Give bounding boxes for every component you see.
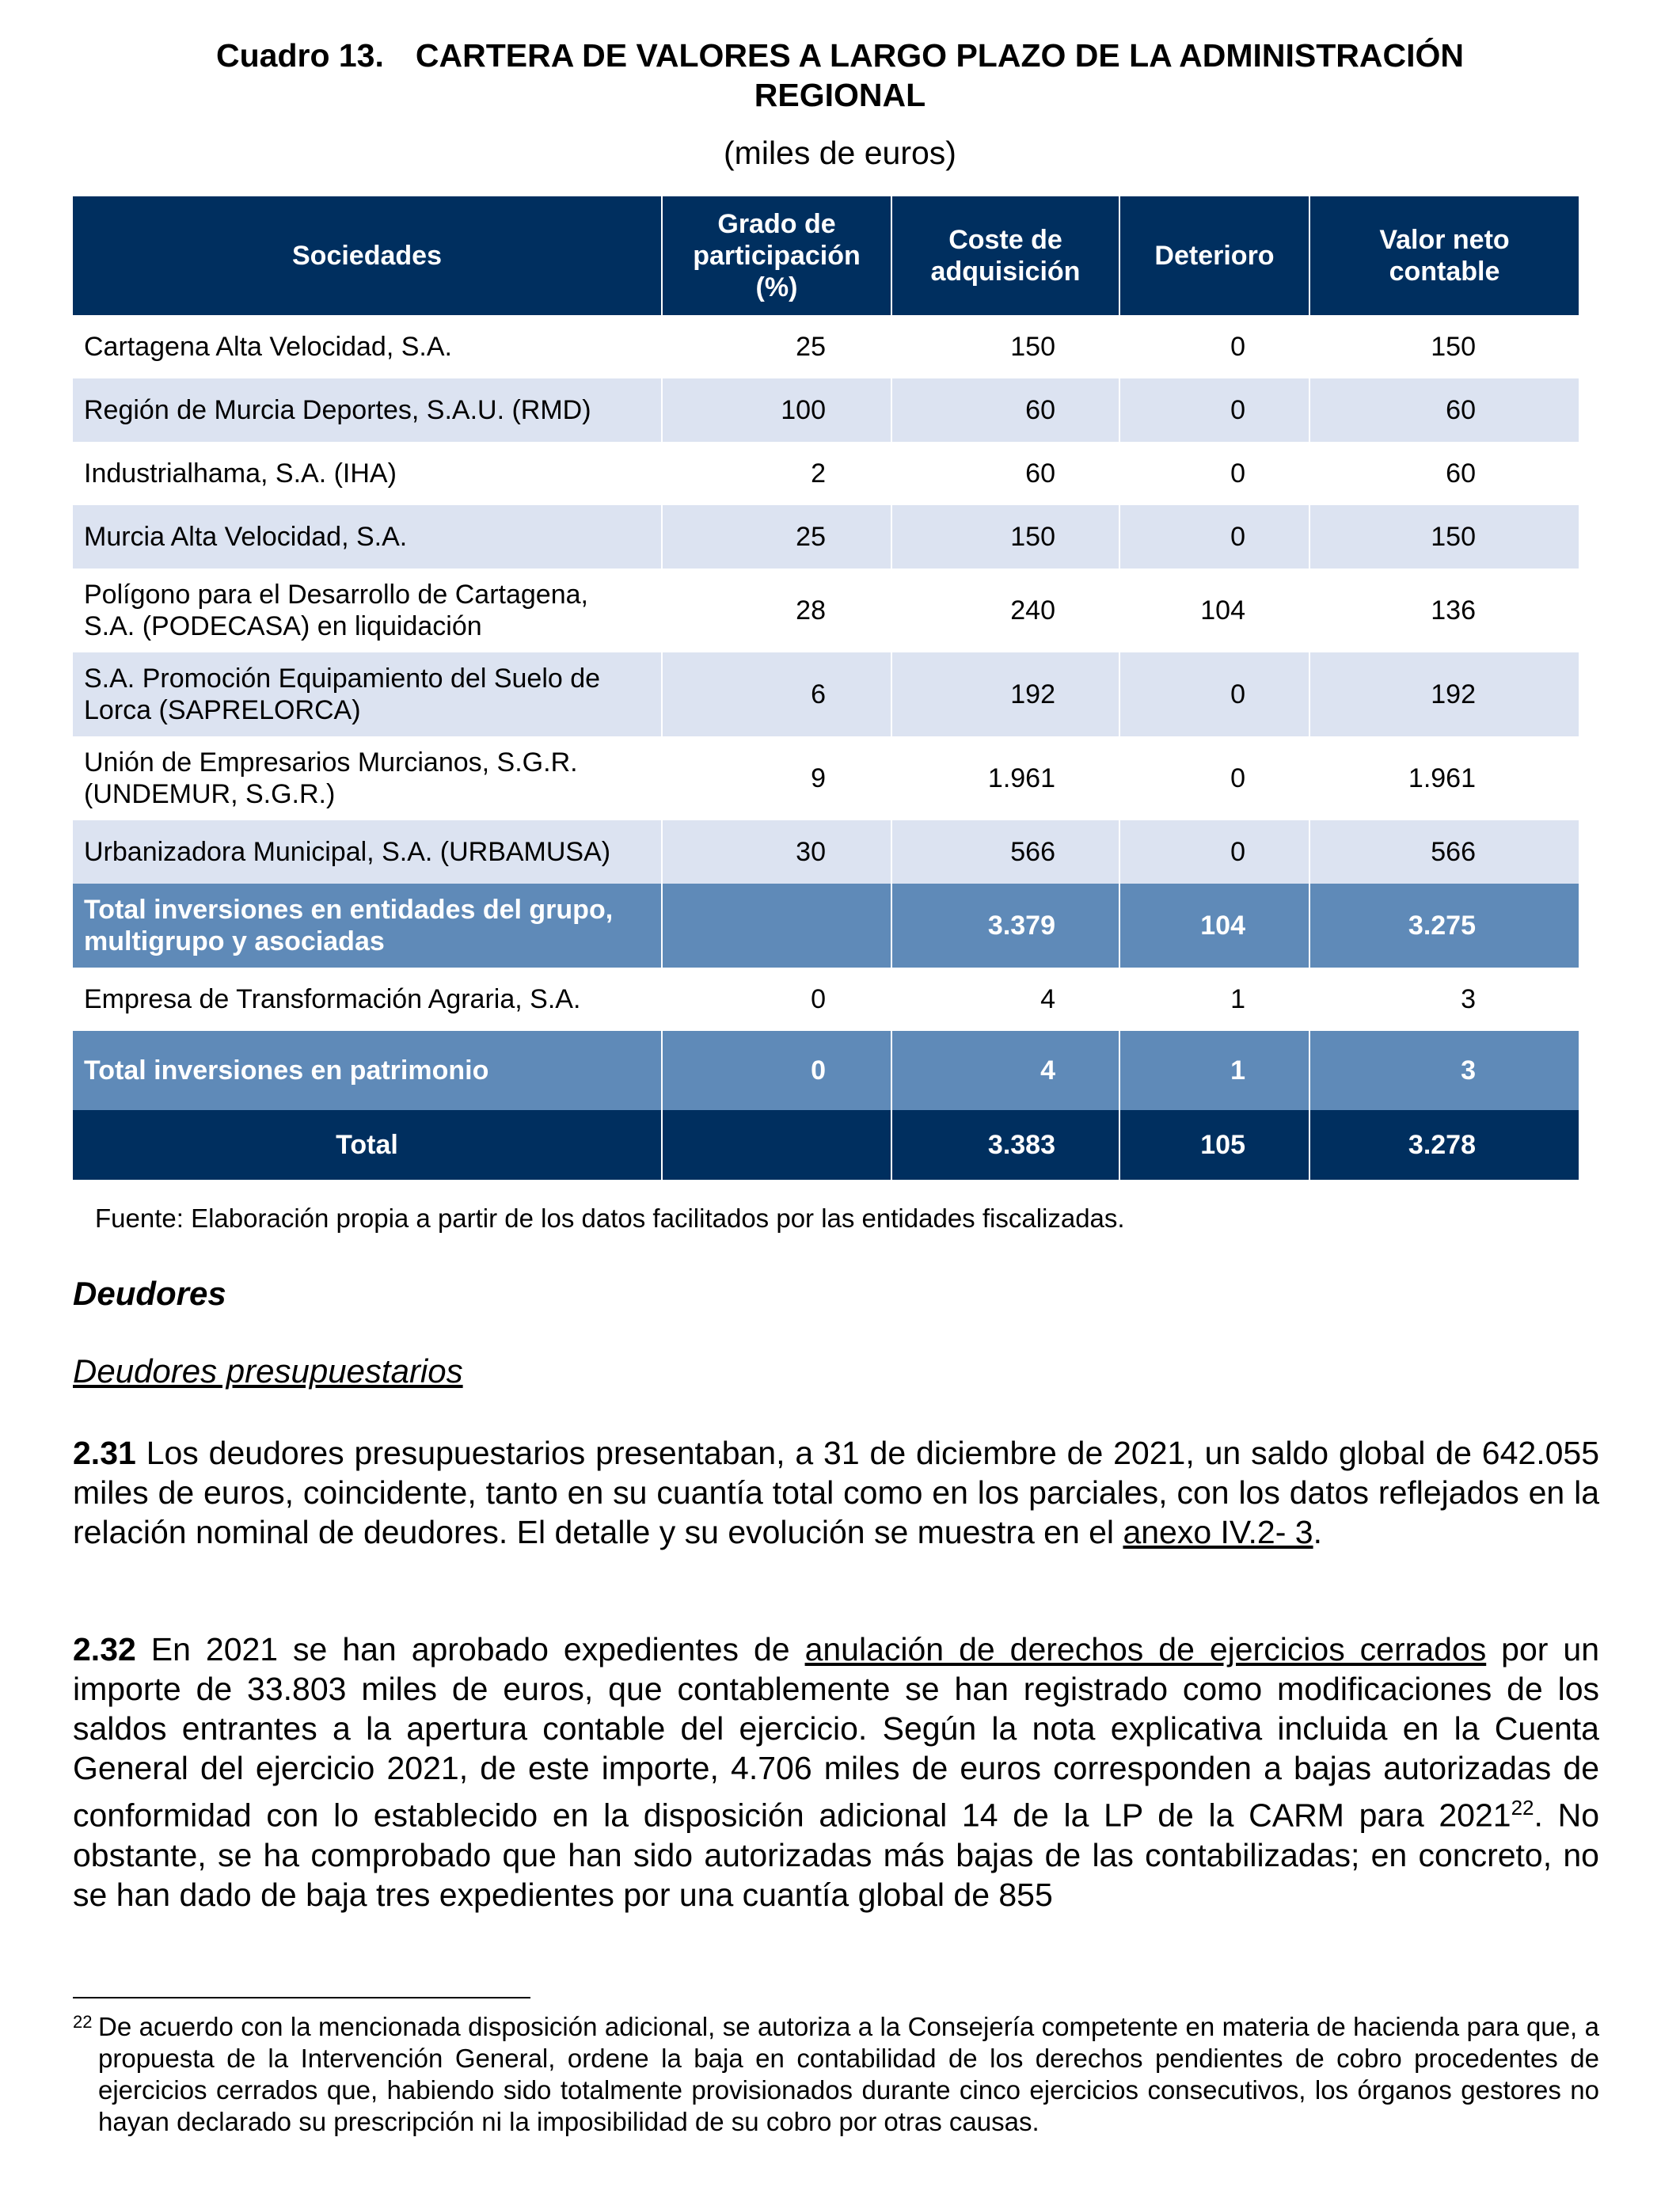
header-valor-line: Valor neto xyxy=(1379,225,1510,255)
caption-number: Cuadro 13. xyxy=(215,37,384,74)
cell-valor: 136 xyxy=(1309,569,1579,652)
cell-coste: 192 xyxy=(891,652,1119,736)
annex-reference-link[interactable]: anexo IV.2- 3 xyxy=(1123,1514,1313,1550)
table-caption xyxy=(0,36,1680,115)
cell-sociedad: Cartagena Alta Velocidad, S.A. xyxy=(73,315,662,378)
cell-coste: 150 xyxy=(891,505,1119,569)
cell-valor: 566 xyxy=(1309,820,1579,884)
table-header-row xyxy=(73,196,1579,315)
cell-deterioro: 0 xyxy=(1119,820,1309,884)
cell-grado: 6 xyxy=(662,652,891,736)
header-grado xyxy=(662,196,891,315)
table-row xyxy=(73,820,1579,884)
cell-sociedad: Región de Murcia Deportes, S.A.U. (RMD) xyxy=(73,378,662,442)
cell-sociedad-line: Polígono para el Desarrollo de Cartagena, xyxy=(84,580,588,610)
footnote-text: De acuerdo con la mencionada disposición adicional, se autoriza a la Consejería competente en materia de hacienda para que, a propuesta de la Intervención General, ordene la baja en contabilidad de los derechos pendientes de cobro procedentes de ejercicios cerrados que, habiendo sido totalmente provisionados durante cinco ejercicios consecutivos, los órganos gestores no hayan declarado su prescripción ni la imposibilidad de su cobro por otras causas. xyxy=(98,2012,1599,2136)
table-source: Fuente: Elaboración propia a partir de los datos facilitados por las entidades fiscalizadas. xyxy=(95,1204,1125,1233)
cell-grado: 9 xyxy=(662,736,891,820)
table-row xyxy=(73,315,1579,378)
paragraph-text: Los deudores presupuestarios presentaban, a 31 de diciembre de 2021, un saldo global de 642.055 miles de euros, coincidente, tanto en su cuantía total como en los parciales, con los datos reflejados en la relación nominal de deudores. El detalle y su evolución se muestra en el xyxy=(73,1435,1599,1550)
footnote-number: 22 xyxy=(73,2012,93,2032)
cell-deterioro: 105 xyxy=(1119,1110,1309,1180)
cell-deterioro: 0 xyxy=(1119,315,1309,378)
cell-grado: 0 xyxy=(662,968,891,1031)
caption-title-2: REGIONAL xyxy=(754,77,926,113)
anulacion-derechos-link[interactable]: anulación de derechos de ejercicios cerrados xyxy=(804,1631,1487,1668)
cell-coste: 60 xyxy=(891,442,1119,505)
table-row xyxy=(73,968,1579,1031)
cell-deterioro: 0 xyxy=(1119,378,1309,442)
cell-subtotal-line: multigrupo y asociadas xyxy=(84,926,385,956)
cell-coste: 150 xyxy=(891,315,1119,378)
cell-grado: 28 xyxy=(662,569,891,652)
cell-valor: 3.275 xyxy=(1309,884,1579,968)
cell-deterioro: 0 xyxy=(1119,442,1309,505)
header-grado-line: participación xyxy=(693,241,861,271)
cell-sociedad-line: S.A. (PODECASA) en liquidación xyxy=(84,611,482,641)
header-deterioro: Deterioro xyxy=(1119,196,1309,315)
cell-deterioro: 0 xyxy=(1119,736,1309,820)
cell-sociedad-line: S.A. Promoción Equipamiento del Suelo de xyxy=(84,664,601,694)
header-valor-line: contable xyxy=(1389,257,1500,287)
header-grado-line: (%) xyxy=(755,272,798,302)
cell-valor: 60 xyxy=(1309,378,1579,442)
cartera-valores-table xyxy=(73,196,1579,1180)
cell-coste: 4 xyxy=(891,1031,1119,1110)
cell-coste: 60 xyxy=(891,378,1119,442)
cell-total-label: Total xyxy=(73,1110,662,1180)
table-units: (miles de euros) xyxy=(724,135,956,171)
cell-valor: 1.961 xyxy=(1309,736,1579,820)
cell-sociedad xyxy=(73,652,662,736)
paragraph-2-31 xyxy=(73,1433,1599,1552)
cell-valor: 3.278 xyxy=(1309,1110,1579,1180)
cell-deterioro: 1 xyxy=(1119,968,1309,1031)
subtotal-row-patrimonio xyxy=(73,1031,1579,1110)
cell-coste: 4 xyxy=(891,968,1119,1031)
cell-valor: 60 xyxy=(1309,442,1579,505)
cell-sociedad: Empresa de Transformación Agraria, S.A. xyxy=(73,968,662,1031)
cell-sociedad-line: (UNDEMUR, S.G.R.) xyxy=(84,779,336,809)
header-coste xyxy=(891,196,1119,315)
paragraph-number: 2.32 xyxy=(73,1631,136,1668)
cell-coste: 3.383 xyxy=(891,1110,1119,1180)
cell-coste: 1.961 xyxy=(891,736,1119,820)
cell-sociedad: Murcia Alta Velocidad, S.A. xyxy=(73,505,662,569)
cell-deterioro: 104 xyxy=(1119,884,1309,968)
table-row xyxy=(73,652,1579,736)
cell-coste: 240 xyxy=(891,569,1119,652)
cell-grado: 0 xyxy=(662,1031,891,1110)
cell-coste: 566 xyxy=(891,820,1119,884)
table-row xyxy=(73,569,1579,652)
cell-grado: 30 xyxy=(662,820,891,884)
footnote-separator xyxy=(73,1997,530,1998)
table-row xyxy=(73,736,1579,820)
cell-valor: 192 xyxy=(1309,652,1579,736)
cell-deterioro: 0 xyxy=(1119,505,1309,569)
cell-subtotal-label xyxy=(73,884,662,968)
cell-sociedad-line: Unión de Empresarios Murcianos, S.G.R. xyxy=(84,747,578,778)
cell-deterioro: 1 xyxy=(1119,1031,1309,1110)
header-grado-line: Grado de xyxy=(717,209,836,239)
cell-sociedad xyxy=(73,569,662,652)
cell-sociedad: Urbanizadora Municipal, S.A. (URBAMUSA) xyxy=(73,820,662,884)
cell-sociedad xyxy=(73,736,662,820)
cell-valor: 3 xyxy=(1309,1031,1579,1110)
subtotal-row-grupo xyxy=(73,884,1579,968)
cell-subtotal-label: Total inversiones en patrimonio xyxy=(73,1031,662,1110)
table-row xyxy=(73,505,1579,569)
cell-valor: 150 xyxy=(1309,315,1579,378)
header-coste-line: Coste de xyxy=(948,225,1062,255)
section-heading-deudores: Deudores xyxy=(73,1275,226,1312)
cell-valor: 150 xyxy=(1309,505,1579,569)
cell-sociedad: Industrialhama, S.A. (IHA) xyxy=(73,442,662,505)
cell-grado: 25 xyxy=(662,505,891,569)
cell-sociedad-line: Lorca (SAPRELORCA) xyxy=(84,695,361,725)
header-coste-line: adquisición xyxy=(930,257,1081,287)
cell-grado xyxy=(662,884,891,968)
caption-line-1 xyxy=(0,36,1680,75)
subsection-heading-deudores-presupuestarios: Deudores presupuestarios xyxy=(73,1352,463,1390)
paragraph-number: 2.31 xyxy=(73,1435,136,1471)
header-sociedades: Sociedades xyxy=(73,196,662,315)
paragraph-text: En 2021 se han aprobado expedientes de xyxy=(135,1631,805,1668)
table-row xyxy=(73,378,1579,442)
total-row xyxy=(73,1110,1579,1180)
caption-title-1: CARTERA DE VALORES A LARGO PLAZO DE LA ADMINISTRACIÓN xyxy=(415,37,1465,74)
cell-grado: 100 xyxy=(662,378,891,442)
cell-deterioro: 104 xyxy=(1119,569,1309,652)
cell-deterioro: 0 xyxy=(1119,652,1309,736)
cell-grado: 25 xyxy=(662,315,891,378)
footnote-22 xyxy=(73,2011,1599,2138)
cell-grado xyxy=(662,1110,891,1180)
footnote-reference[interactable]: 22 xyxy=(1511,1796,1534,1820)
cell-grado: 2 xyxy=(662,442,891,505)
paragraph-text: . No obstante, se ha comprobado que han sido autorizadas más bajas de las contabilizadas; en concreto, no se han dado de baja tres expedientes por una cuantía global de 855 xyxy=(73,1797,1599,1913)
header-valor-neto xyxy=(1309,196,1579,315)
paragraph-2-32 xyxy=(73,1629,1599,1915)
paragraph-text: . xyxy=(1313,1514,1322,1550)
cell-valor: 3 xyxy=(1309,968,1579,1031)
cell-subtotal-line: Total inversiones en entidades del grupo, xyxy=(84,895,614,925)
cell-coste: 3.379 xyxy=(891,884,1119,968)
paragraph-text: por un importe de 33.803 miles de euros, que contablemente se han registrado como modificaciones de los saldos entrantes a la apertura contable del ejercicio. Según la nota explicativa incluida en la Cuenta General del ejercicio 2021, de este importe, 4.706 miles de euros corresponden a bajas autorizadas de conformidad con lo establecido en la disposición adicional 14 de la LP de la CARM para 2021 xyxy=(73,1631,1599,1834)
table-row xyxy=(73,442,1579,505)
